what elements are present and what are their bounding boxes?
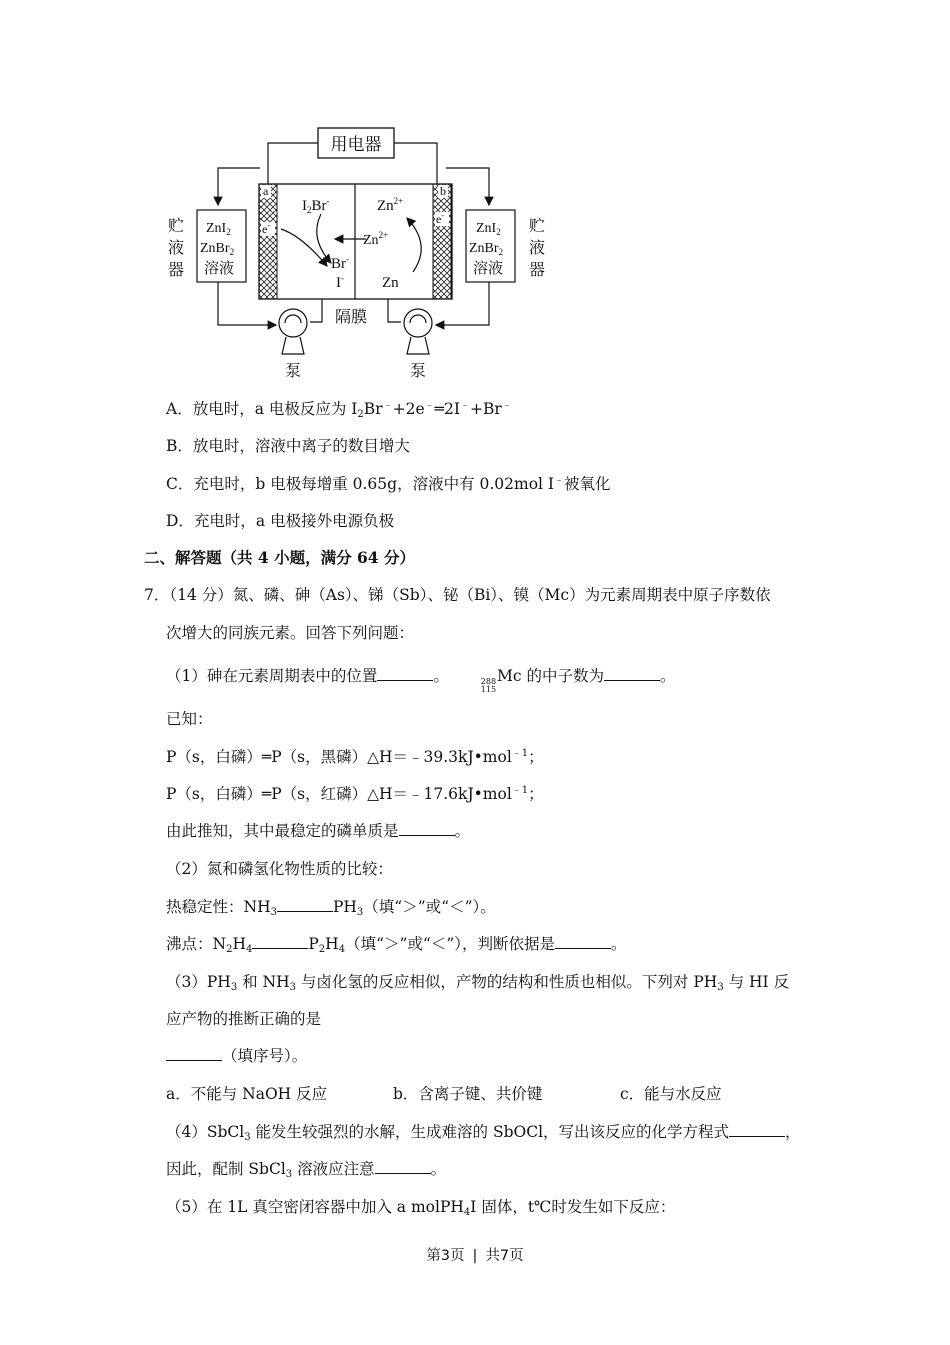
blank-7[interactable] <box>166 1046 222 1061</box>
q7-choice-b: b．含离子键、共价键 <box>393 1085 543 1103</box>
q7-intro-1: 7．（14 分）氮、磷、砷（As）、锑（Sb）、铋（Bi）、镆（Mc）为元素周期表中原子序数依 <box>144 586 771 604</box>
right-pump-label: 泵 <box>409 363 427 380</box>
option-d: D．充电时，a 电极接外电源负极 <box>166 512 395 530</box>
wire-left <box>268 143 318 184</box>
blank-1[interactable] <box>377 666 433 681</box>
q7-eq2: P（s，白磷）═P（s，红磷）△H＝﹣17.6kJ•mol$^{﹣1}$； <box>166 785 544 803</box>
q7-choice-c: c．能与水反应 <box>620 1085 722 1103</box>
footer-separator: | <box>472 1248 478 1264</box>
q7-part3-line2: 应产物的推断正确的是 <box>166 1010 322 1028</box>
blank-4[interactable] <box>277 897 333 912</box>
page-number: 第3页 <box>426 1248 465 1264</box>
wire-right <box>394 143 437 184</box>
q7-part1: （1）砷在元素周期表中的位置 。 288 115 Mc 的中子数为 。 <box>166 667 676 694</box>
species-zn-bottom: Zn <box>382 275 399 291</box>
electrode-b-label: b <box>440 184 446 198</box>
electrode-a <box>259 184 277 299</box>
pipe-left-return <box>310 299 322 322</box>
q7-infer: 由此推知，其中最稳定的磷单质是 。 <box>166 822 471 840</box>
right-tank-label-2: 液 <box>528 240 546 257</box>
species-i2br: $I_2Br^-$ <box>302 196 330 215</box>
species-br: Br- <box>331 254 349 272</box>
right-tank-l3: 溶液 <box>473 261 504 277</box>
q7-boiling: 沸点：$N_2H_4$ $P_2H_4$（填“＞”或“＜”），判断依据是 。 <box>166 935 627 955</box>
q7-choice-a: a．不能与 NaOH 反应 <box>166 1085 328 1103</box>
page-total: 共7页 <box>485 1248 524 1264</box>
device-label: 用电器 <box>330 135 382 154</box>
q7-part4-line2: 因此，配制 SbCl$_3$ 溶液应注意 。 <box>166 1160 447 1180</box>
blank-5[interactable] <box>252 934 308 949</box>
mc-nuclide: 288 115 <box>480 677 497 694</box>
species-zn2-top: $Zn^{2+}$ <box>377 196 404 214</box>
left-tank-label-2: 液 <box>167 240 185 257</box>
membrane-label: 隔膜 <box>335 309 368 326</box>
electron-right: e- <box>436 211 444 226</box>
blank-2[interactable] <box>604 666 660 681</box>
left-tank-l3: 溶液 <box>204 261 235 277</box>
electron-left: e- <box>262 221 270 236</box>
q7-thermo: 热稳定性：$NH_3$ $PH_3$（填“＞”或“＜”）。 <box>166 898 496 918</box>
electrode-a-label: a <box>263 184 269 198</box>
q7-eq1: P（s，白磷）═P（s，黑磷）△H＝﹣39.3kJ•mol$^{﹣1}$； <box>166 748 544 766</box>
q7-part3: $(3)PH_3$ 和 $NH_3$ 与卤化氢的反应相似，产物的结构和性质也相似。下列对 $PH_3$ 与 HI 反 <box>166 973 790 993</box>
electrode-b <box>433 184 451 299</box>
left-pump-label: 泵 <box>284 363 302 380</box>
right-tank-label-3: 器 <box>528 262 546 279</box>
blank-9[interactable] <box>375 1159 431 1174</box>
blank-3[interactable] <box>399 821 455 836</box>
q7-known: 已知： <box>166 710 213 728</box>
blank-6[interactable] <box>555 934 611 949</box>
flow-battery-diagram <box>0 0 950 400</box>
q7-intro-2: 次增大的同族元素。回答下列问题： <box>166 624 415 642</box>
q7-part3-line3: （填序号）。 <box>166 1046 307 1066</box>
right-tank-label-1: 贮 <box>528 218 546 235</box>
option-c: C．充电时，b 电极每增重 0.65g，溶液中有 0.02mol I﹣被氧化 <box>166 475 611 493</box>
pipe-left-top <box>218 168 260 205</box>
species-i: I- <box>336 273 344 291</box>
page-footer <box>0 1244 950 1265</box>
option-b: B．放电时，溶液中离子的数目增大 <box>166 437 410 455</box>
q7-part5: （5）在 1L 真空密闭容器中加入 a molPH$_4$I 固体，t℃时发生如下反应： <box>166 1198 676 1218</box>
right-pump <box>404 309 432 354</box>
pipe-right-return <box>388 299 401 322</box>
left-tank-label-3: 器 <box>167 262 185 279</box>
left-pump <box>279 309 307 354</box>
left-tank-l2: ZnBr$_2$ <box>200 241 235 257</box>
section-title: 二、解答题（共 4 小题，满分 64 分） <box>144 548 415 567</box>
right-tank-l2: ZnBr$_2$ <box>469 241 504 257</box>
q7-part4: （4）SbCl$_3$ 能发生较强烈的水解，生成难溶的 SbOCl，写出该反应的化学方程式 ， <box>166 1123 801 1143</box>
species-zn-middle: $Zn^{2+}$ <box>363 230 389 248</box>
option-a: A．放电时，a 电极反应为 $I_2Br^﹣+2e^﹣═2I^﹣+Br^﹣$ <box>166 400 512 420</box>
right-tank-l1: ZnI$_2$ <box>476 221 501 237</box>
blank-8[interactable] <box>729 1122 785 1137</box>
left-tank-label-1: 贮 <box>167 218 185 235</box>
q7-part2: （2）氮和磷氢化物性质的比较： <box>166 860 393 878</box>
diagram-svg <box>0 0 950 400</box>
left-tank-l1: ZnI$_2$ <box>206 221 231 237</box>
